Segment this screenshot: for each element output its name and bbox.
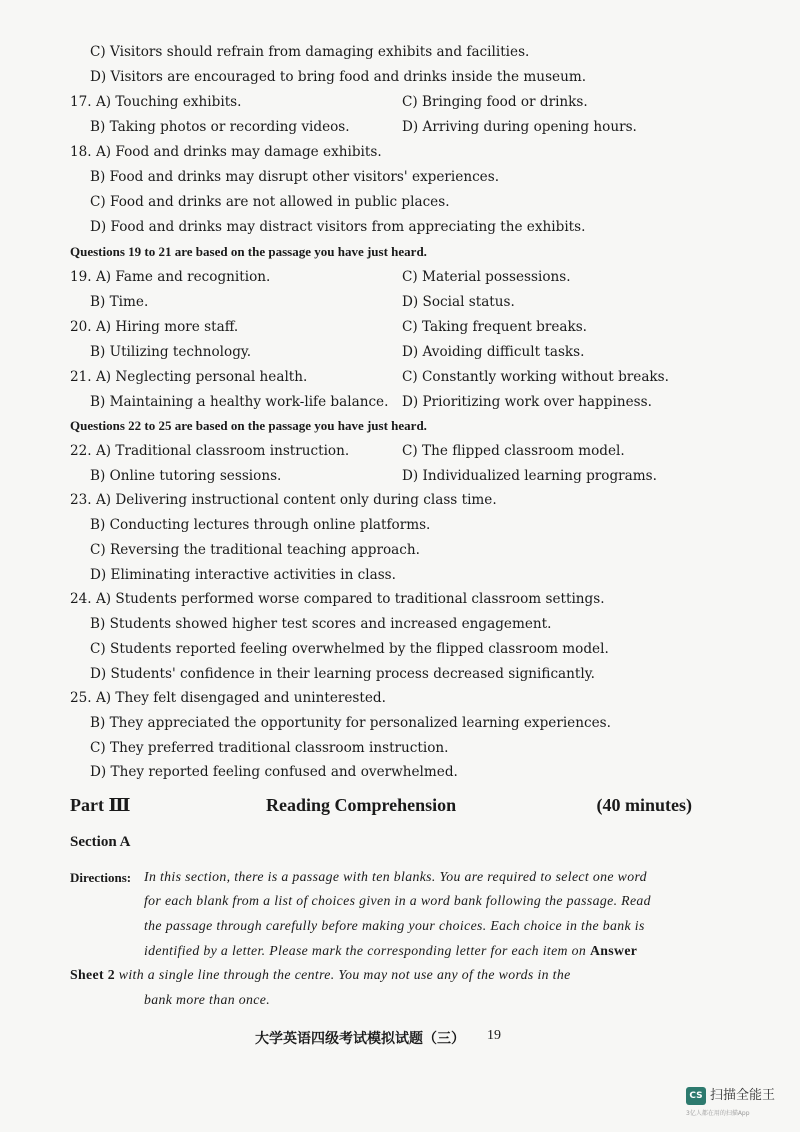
question-line: B) Conducting lectures through online platforms. (90, 517, 431, 533)
question-line: 25. A) They felt disengaged and uninterested. (70, 690, 386, 706)
question-line: 24. A) Students performed worse compared to traditional classroom settings. (70, 591, 605, 607)
directions-line-4-text: identified by a letter. Please mark the corresponding letter for each item on (144, 943, 590, 958)
questions-heading: Questions 22 to 25 are based on the passage you have just heard. (70, 418, 427, 433)
question-line: 17. A) Touching exhibits. (70, 94, 242, 110)
question-line: C) Visitors should refrain from damaging exhibits and facilities. (90, 44, 530, 60)
scanner-watermark (686, 1087, 786, 1121)
question-line: 20. A) Hiring more staff. (70, 319, 239, 335)
question-line: B) Maintaining a healthy work-life balance. (90, 394, 389, 410)
question-line: D) Students' confidence in their learning process decreased significantly. (90, 666, 595, 682)
answer-bold: Answer (589, 943, 638, 958)
question-line: B) Students showed higher test scores and increased engagement. (90, 616, 552, 632)
part-label: Part Ⅲ (70, 795, 131, 815)
option-line-right: C) Bringing food or drinks. (402, 94, 588, 110)
option-line-right: C) The flipped classroom model. (402, 443, 625, 459)
option-line-right: D) Arriving during opening hours. (402, 119, 637, 135)
page-footer (255, 1028, 501, 1048)
question-line: 23. A) Delivering instructional content only during class time. (70, 492, 497, 508)
question-line: C) Food and drinks are not allowed in public places. (90, 194, 450, 210)
directions-label: Directions: (70, 870, 132, 885)
question-line: 21. A) Neglecting personal health. (70, 369, 308, 385)
question-line: 22. A) Traditional classroom instruction. (70, 443, 350, 459)
question-line: B) They appreciated the opportunity for personalized learning experiences. (90, 715, 611, 731)
question-line: 18. A) Food and drinks may damage exhibits. (70, 144, 382, 160)
section-heading: Section A (70, 834, 131, 850)
question-line: B) Time. (90, 294, 149, 310)
option-line-right: D) Social status. (402, 294, 515, 310)
option-line-right: C) Material possessions. (402, 269, 571, 285)
directions-line-3: the passage through carefully before making your choices. Each choice in the bank is (144, 918, 645, 933)
question-line: C) Reversing the traditional teaching approach. (90, 542, 420, 558)
directions-line-1: In this section, there is a passage with ten blanks. You are required to select one word (144, 869, 647, 884)
directions-line-6: bank more than once. (144, 992, 271, 1007)
question-line: C) Students reported feeling overwhelmed by the flipped classroom model. (90, 641, 609, 657)
option-line-right: D) Avoiding difficult tasks. (402, 344, 585, 360)
directions-line-4 (144, 943, 637, 959)
question-line: 19. A) Fame and recognition. (70, 269, 271, 285)
question-line: D) They reported feeling confused and overwhelmed. (90, 764, 458, 780)
page-number: 19 (487, 1028, 501, 1043)
question-line: B) Online tutoring sessions. (90, 468, 282, 484)
footer-title: 大学英语四级考试模拟试题（三） (255, 1031, 465, 1047)
question-line: C) They preferred traditional classroom instruction. (90, 740, 449, 756)
part-heading (70, 795, 692, 821)
question-line: B) Utilizing technology. (90, 344, 252, 360)
option-line-right: D) Individualized learning programs. (402, 468, 657, 484)
question-line: B) Taking photos or recording videos. (90, 119, 350, 135)
part-title: Reading Comprehension (266, 795, 457, 815)
question-line: D) Eliminating interactive activities in class. (90, 567, 396, 583)
sheet-bold: Sheet 2 (70, 967, 115, 982)
question-line: B) Food and drinks may disrupt other visitors' experiences. (90, 169, 500, 185)
camscanner-logo-icon: CS (686, 1087, 706, 1105)
watermark-name: 扫描全能王 (710, 1088, 776, 1103)
directions-line-2: for each blank from a list of choices given in a word bank following the passage. Read (144, 893, 651, 908)
part-time: (40 minutes) (596, 795, 692, 815)
question-line: D) Food and drinks may distract visitors from appreciating the exhibits. (90, 219, 586, 235)
directions-line-5-text: with a single line through the centre. You may not use any of the words in the (115, 967, 571, 982)
questions-heading: Questions 19 to 21 are based on the passage you have just heard. (70, 244, 427, 259)
directions-line-5 (70, 967, 571, 983)
option-line-right: D) Prioritizing work over happiness. (402, 394, 652, 410)
option-line-right: C) Constantly working without breaks. (402, 369, 669, 385)
watermark-sub: 3亿人都在用的扫描App (686, 1110, 750, 1117)
question-line: D) Visitors are encouraged to bring food and drinks inside the museum. (90, 69, 587, 85)
option-line-right: C) Taking frequent breaks. (402, 319, 588, 335)
